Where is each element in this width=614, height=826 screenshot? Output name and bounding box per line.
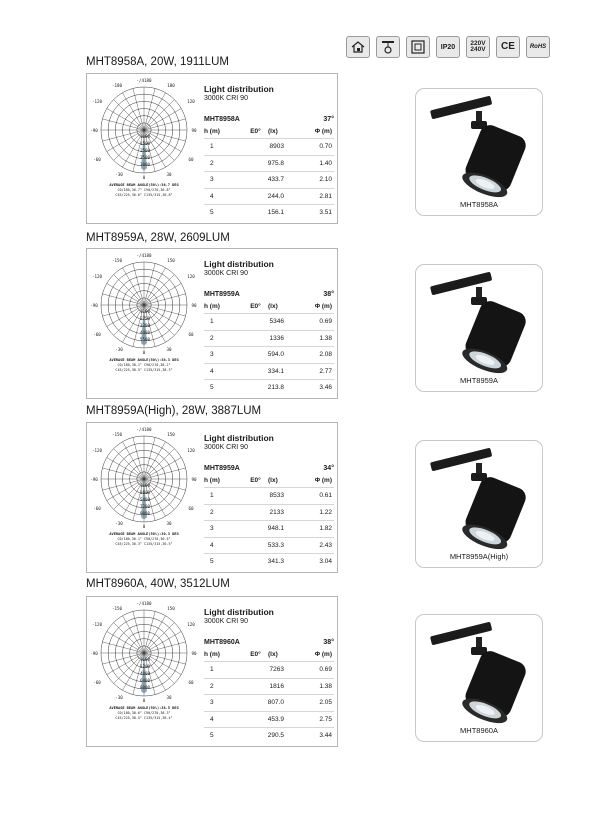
cell-illuminance: 1816	[269, 682, 284, 690]
spotlight-image	[416, 441, 544, 551]
polar-label: 120	[187, 274, 195, 279]
polar-chart	[89, 425, 199, 570]
light-distribution-panel	[86, 422, 338, 573]
col-height: h (m)	[204, 128, 220, 135]
polar-label: 180	[167, 83, 175, 88]
cell-illuminance: 8903	[269, 143, 284, 151]
table-row	[204, 520, 334, 537]
table-row	[204, 487, 334, 504]
cell-height: 2	[210, 682, 214, 690]
cell-illuminance: 2133	[269, 508, 284, 516]
photometric-info	[204, 84, 334, 221]
model-title: MHT8960A, 40W, 3512LUM	[86, 578, 230, 590]
polar-label: -150	[111, 258, 123, 263]
model-code: MHT8959A	[204, 465, 240, 472]
beam-angle-legend: AVERAGE BEAM ANGLE(50%):36.7 DEG	[109, 183, 179, 187]
polar-label: 9000	[139, 511, 151, 516]
col-illuminance: E0° (lx)	[250, 651, 278, 658]
polar-label: 60	[188, 680, 194, 685]
table-header	[204, 116, 334, 123]
polar-label: 0	[142, 698, 146, 703]
beam-angle: 37°	[323, 116, 334, 123]
table-row	[204, 711, 334, 728]
model-title: MHT8959A, 28W, 2609LUM	[86, 232, 230, 244]
col-illuminance: E0° (lx)	[250, 128, 278, 135]
product-photo-label: MHT8959A(High)	[449, 552, 509, 561]
col-diameter: Φ (m)	[314, 128, 332, 135]
polar-diagram	[89, 76, 199, 221]
cell-illuminance: 8533	[269, 492, 284, 500]
table-header	[204, 465, 334, 472]
beam-angle-legend: C45/225,38.5° C135/315,38.4°	[115, 716, 173, 720]
cell-height: 1	[210, 318, 214, 326]
ip-rating-badge: IP20	[436, 36, 460, 58]
polar-label: 60	[188, 506, 194, 511]
beam-angle-legend: C45/225,36.6° C135/315,36.8°	[115, 193, 173, 197]
product-photo-label: MHT8960A	[460, 726, 498, 735]
cell-illuminance: 5346	[269, 318, 284, 326]
beam-angle: 38°	[323, 639, 334, 646]
cell-illuminance: 156.1	[267, 209, 284, 217]
cell-height: 3	[210, 699, 214, 707]
cell-height: 3	[210, 525, 214, 533]
polar-label: -/4180	[136, 253, 152, 258]
polar-label: 90	[191, 651, 197, 656]
cell-diameter: 2.08	[319, 351, 332, 359]
col-diameter: Φ (m)	[314, 651, 332, 658]
light-distribution-panel	[86, 596, 338, 747]
cell-diameter: 3.04	[319, 558, 332, 566]
light-distribution-title: Light distribution	[204, 433, 274, 443]
table-row	[204, 188, 334, 205]
polar-label: -90	[90, 477, 98, 482]
beam-angle-legend: C0/180,36.7° C90/270,36.8°	[117, 188, 171, 192]
polar-label: 7200	[139, 504, 151, 509]
cell-illuminance: 533.3	[267, 541, 284, 549]
cell-diameter: 0.69	[319, 666, 332, 674]
photometric-info	[204, 433, 334, 570]
cell-height: 4	[210, 192, 214, 200]
polar-label: -120	[91, 448, 103, 453]
polar-label: -30	[115, 172, 123, 177]
table-row	[204, 537, 334, 554]
indoor-use-icon	[346, 36, 370, 58]
table-row	[204, 363, 334, 380]
polar-label: -60	[93, 332, 101, 337]
cell-height: 2	[210, 159, 214, 167]
polar-label: -/4180	[136, 78, 152, 83]
cell-height: 1	[210, 666, 214, 674]
cell-height: 4	[210, 715, 214, 723]
cell-illuminance: 453.9	[267, 715, 284, 723]
photometric-info	[204, 607, 334, 744]
table-row	[204, 694, 334, 711]
beam-angle-legend: C0/180,38.6° C90/270,38.3°	[117, 711, 171, 715]
table-row	[204, 678, 334, 695]
light-distribution-title: Light distribution	[204, 607, 274, 617]
cell-illuminance: 7263	[269, 666, 284, 674]
cell-diameter: 2.81	[319, 192, 332, 200]
cell-height: 5	[210, 209, 214, 217]
polar-label: 30	[166, 347, 172, 352]
col-illuminance: E0° (lx)	[250, 477, 278, 484]
color-temp-cri: 3000K CRI 90	[204, 444, 248, 451]
polar-label: 5400	[139, 497, 151, 502]
polar-label: 0	[142, 350, 146, 355]
polar-label: 3200	[139, 664, 151, 669]
product-photo-label: MHT8958A	[460, 200, 498, 209]
cell-illuminance: 948.1	[267, 525, 284, 533]
beam-angle-legend: C45/225,38.5° C135/315,38.3°	[115, 368, 173, 372]
polar-label: -60	[93, 506, 101, 511]
col-illuminance: E0° (lx)	[250, 303, 278, 310]
col-height: h (m)	[204, 303, 220, 310]
cell-illuminance: 1336	[269, 334, 284, 342]
light-distribution-panel	[86, 73, 338, 224]
cell-diameter: 0.61	[319, 492, 332, 500]
column-headers	[204, 303, 334, 313]
polar-label: 3300	[139, 323, 151, 328]
cell-diameter: 0.70	[319, 143, 332, 151]
polar-diagram	[89, 251, 199, 396]
polar-label: -180	[111, 83, 123, 88]
polar-label: 30	[166, 521, 172, 526]
polar-label: 3500	[139, 155, 151, 160]
column-headers	[204, 128, 334, 138]
light-distribution-title: Light distribution	[204, 259, 274, 269]
polar-label: 5500	[139, 337, 151, 342]
cell-illuminance: 975.8	[267, 159, 284, 167]
polar-label: 60	[188, 157, 194, 162]
table-row	[204, 553, 334, 570]
cell-diameter: 0.69	[319, 318, 332, 326]
beam-angle-legend: AVERAGE BEAM ANGLE(50%):30.3 DEG	[109, 532, 179, 536]
column-headers	[204, 651, 334, 661]
polar-label: -/4180	[136, 601, 152, 606]
product-photo-label: MHT8959A	[460, 376, 498, 385]
beam-angle-legend: C0/180,38.1° C90/270,38.2°	[117, 363, 171, 367]
col-diameter: Φ (m)	[314, 303, 332, 310]
cell-illuminance: 341.3	[267, 558, 284, 566]
table-row	[204, 171, 334, 188]
polar-label: 2750	[139, 316, 151, 321]
polar-label: 150	[167, 258, 175, 263]
class-ii-icon	[406, 36, 430, 58]
beam-angle-legend: C0/180,30.1° C90/270,30.5°	[117, 537, 171, 541]
voltage-badge: 220V 240V	[466, 36, 490, 58]
polar-label: 90	[191, 477, 197, 482]
table-row	[204, 346, 334, 363]
polar-label: -150	[111, 432, 123, 437]
ce-badge: CE	[496, 36, 520, 58]
cell-diameter: 2.77	[319, 367, 332, 375]
light-distribution-title: Light distribution	[204, 84, 274, 94]
polar-label: 2500	[139, 148, 151, 153]
polar-label: 90	[191, 303, 197, 308]
cell-diameter: 1.40	[319, 159, 332, 167]
cell-height: 3	[210, 176, 214, 184]
col-diameter: Φ (m)	[314, 477, 332, 484]
model-code: MHT8960A	[204, 639, 240, 646]
table-row	[204, 313, 334, 330]
polar-label: -90	[90, 128, 98, 133]
polar-chart	[89, 251, 199, 396]
beam-angle: 38°	[323, 291, 334, 298]
beam-angle-legend: C45/225,30.3° C135/315,30.5°	[115, 542, 173, 546]
cell-illuminance: 433.7	[267, 176, 284, 184]
table-header	[204, 291, 334, 298]
polar-label: 120	[187, 622, 195, 627]
table-row	[204, 204, 334, 221]
product-photo-card	[415, 614, 543, 742]
table-header	[204, 639, 334, 646]
model-code: MHT8959A	[204, 291, 240, 298]
cell-height: 2	[210, 334, 214, 342]
rohs-badge: RoHS	[526, 36, 550, 58]
product-photo-card	[415, 88, 543, 216]
polar-label: 120	[187, 448, 195, 453]
cell-diameter: 3.44	[319, 732, 332, 740]
cell-height: 4	[210, 541, 214, 549]
color-temp-cri: 3000K CRI 90	[204, 270, 248, 277]
polar-label: -90	[90, 303, 98, 308]
polar-label: 90	[191, 128, 197, 133]
polar-label: -/4180	[136, 427, 152, 432]
polar-label: 3000	[139, 162, 151, 167]
cell-illuminance: 594.0	[267, 351, 284, 359]
cell-illuminance: 244.0	[267, 192, 284, 200]
cell-diameter: 3.51	[319, 209, 332, 217]
color-temp-cri: 3000K CRI 90	[204, 618, 248, 625]
polar-label: -30	[115, 521, 123, 526]
polar-label: -120	[91, 274, 103, 279]
polar-label: 1100	[139, 309, 151, 314]
polar-label: 4400	[139, 330, 151, 335]
cell-diameter: 2.43	[319, 541, 332, 549]
cell-diameter: 3.46	[319, 384, 332, 392]
model-code: MHT8958A	[204, 116, 240, 123]
model-title: MHT8959A(High), 28W, 3887LUM	[86, 405, 262, 417]
cell-height: 4	[210, 367, 214, 375]
polar-label: 6400	[139, 678, 151, 683]
col-height: h (m)	[204, 477, 220, 484]
polar-label: -30	[115, 347, 123, 352]
polar-label: 1500	[139, 141, 151, 146]
spotlight-image	[416, 89, 544, 199]
table-row	[204, 727, 334, 744]
track-mount-icon	[376, 36, 400, 58]
cell-diameter: 1.82	[319, 525, 332, 533]
photometric-info	[204, 259, 334, 396]
polar-label: -90	[90, 651, 98, 656]
column-headers	[204, 477, 334, 487]
polar-label: 30	[166, 172, 172, 177]
cell-illuminance: 334.1	[267, 367, 284, 375]
cell-height: 1	[210, 492, 214, 500]
beam-angle-legend: AVERAGE BEAM ANGLE(50%):38.3 DEG	[109, 358, 179, 362]
color-temp-cri: 3000K CRI 90	[204, 95, 248, 102]
cell-diameter: 2.05	[319, 699, 332, 707]
cell-height: 5	[210, 558, 214, 566]
cell-height: 5	[210, 732, 214, 740]
product-photo-card	[415, 440, 543, 568]
table-row	[204, 504, 334, 521]
spotlight-image	[416, 615, 544, 725]
cell-height: 3	[210, 351, 214, 359]
beam-angle: 34°	[323, 465, 334, 472]
cell-illuminance: 213.8	[267, 384, 284, 392]
cell-height: 1	[210, 143, 214, 151]
cell-height: 5	[210, 384, 214, 392]
polar-label: 1000	[139, 134, 151, 139]
cell-diameter: 1.38	[319, 682, 332, 690]
table-row	[204, 330, 334, 347]
polar-diagram	[89, 599, 199, 744]
polar-diagram	[89, 425, 199, 570]
polar-label: 8000	[139, 685, 151, 690]
polar-chart	[89, 599, 199, 744]
cell-diameter: 2.75	[319, 715, 332, 723]
polar-label: -60	[93, 680, 101, 685]
polar-label: -120	[91, 99, 103, 104]
polar-label: 3600	[139, 490, 151, 495]
beam-angle-legend: AVERAGE BEAM ANGLE(50%):38.5 DEG	[109, 706, 179, 710]
cell-diameter: 2.10	[319, 176, 332, 184]
light-distribution-panel	[86, 248, 338, 399]
polar-label: 120	[187, 99, 195, 104]
polar-label: -60	[93, 157, 101, 162]
spotlight-image	[416, 265, 544, 375]
table-row	[204, 138, 334, 155]
polar-label: -30	[115, 695, 123, 700]
polar-label: 1600	[139, 657, 151, 662]
polar-label: -150	[111, 606, 123, 611]
polar-label: 0	[142, 175, 146, 180]
cell-illuminance: 290.5	[267, 732, 284, 740]
cell-diameter: 1.38	[319, 334, 332, 342]
polar-label: 150	[167, 432, 175, 437]
polar-label: 1800	[139, 483, 151, 488]
table-row	[204, 155, 334, 172]
product-photo-card	[415, 264, 543, 392]
polar-label: -120	[91, 622, 103, 627]
polar-label: 0	[142, 524, 146, 529]
col-height: h (m)	[204, 651, 220, 658]
cell-diameter: 1.22	[319, 508, 332, 516]
cell-height: 2	[210, 508, 214, 516]
polar-label: 30	[166, 695, 172, 700]
table-row	[204, 379, 334, 396]
cell-illuminance: 807.0	[267, 699, 284, 707]
polar-label: 150	[167, 606, 175, 611]
model-title: MHT8958A, 20W, 1911LUM	[86, 56, 229, 68]
polar-label: 60	[188, 332, 194, 337]
certification-row	[346, 36, 550, 58]
polar-label: 4800	[139, 671, 151, 676]
table-row	[204, 661, 334, 678]
polar-chart	[89, 76, 199, 221]
